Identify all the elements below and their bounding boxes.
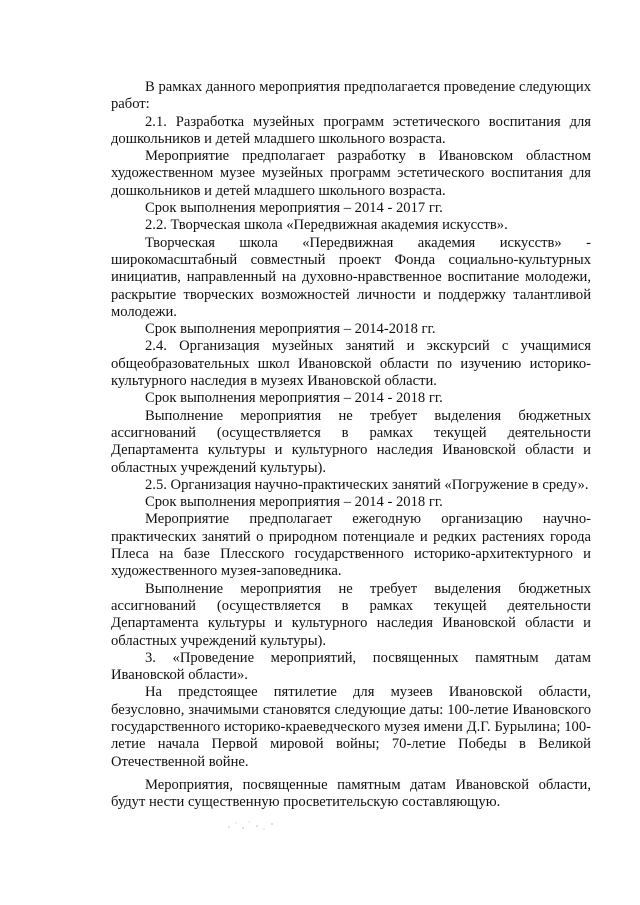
item-2-5-deadline: Срок выполнения мероприятия – 2014 - 2018 гг. xyxy=(145,494,443,511)
section-3-heading: 3. «Проведение мероприятий, посвященных памятным датам Ивановской области». xyxy=(111,649,591,684)
item-2-5-heading: 2.5. Организация научно-практических занятий «Погружение в среду». xyxy=(145,476,589,493)
item-2-4-heading: 2.4. Организация музейных занятий и экскурсий с учащимися общеобразовательных школ Ивановской области по изучению историко-культурного наследия в музеях Ивановской области. xyxy=(111,338,591,390)
document-body xyxy=(111,79,591,811)
item-2-2-deadline: Срок выполнения мероприятия – 2014-2018 гг. xyxy=(145,321,436,338)
item-2-1-deadline: Срок выполнения мероприятия – 2014 - 2017 гг. xyxy=(145,200,443,217)
item-2-5-description: Мероприятие предполагает ежегодную организацию научно-практических занятий о природном потенциале и редких растениях города Плеса на базе Плесского государственного историко-архитектурного и художественного музея-заповедника. xyxy=(111,511,591,580)
item-2-5-funding-note: Выполнение мероприятия не требует выделения бюджетных ассигнований (осуществляется в рамках текущей деятельности Департамента культуры и культурного наследия Ивановской области и областных учреждений культуры). xyxy=(111,580,591,649)
item-2-1-description: Мероприятие предполагает разработку в Ивановском областном художественном музее музейных программ эстетического воспитания для дошкольников и детей младшего школьного возраста. xyxy=(111,148,591,199)
intro-paragraph: В рамках данного мероприятия предполагается проведение следующих работ: xyxy=(111,79,591,113)
item-2-4-funding-note: Выполнение мероприятия не требует выделения бюджетных ассигнований (осуществляется в рамках текущей деятельности Департамента культуры и культурного наследия Ивановской области и областных учреждений культуры). xyxy=(111,407,591,476)
item-2-2-description: Творческая школа «Передвижная академия искусств» - широкомасштабный совместный проект Фонда социально-культурных инициатив, направленный на духовно-нравственное воспитание молодежи, раскрытие творческих возможностей личности и поддержку талантливой молодежи. xyxy=(111,234,591,320)
item-2-1-heading: 2.1. Разработка музейных программ эстетического воспитания для дошкольников и детей младшего школьного возраста. xyxy=(111,113,591,147)
item-2-4-deadline: Срок выполнения мероприятия – 2014 - 2018 гг. xyxy=(145,390,443,407)
scan-specks xyxy=(226,818,276,832)
section-3-dates: На предстоящее пятилетие для музеев Ивановской области, безусловно, значимыми становятся следующие даты: 100-летие Ивановского государственного историко-краеведческого музея имени Д.Г. Бурылина; 100-летие начала Первой мировой войны; 70-летие Победы в Великой Отечественной войне. xyxy=(111,684,591,770)
item-2-2-heading: 2.2. Творческая школа «Передвижная академия искусств». xyxy=(145,217,508,234)
section-3-conclusion: Мероприятия, посвященные памятным датам Ивановской области, будут нести существенную просветительскую составляющую. xyxy=(111,776,591,811)
